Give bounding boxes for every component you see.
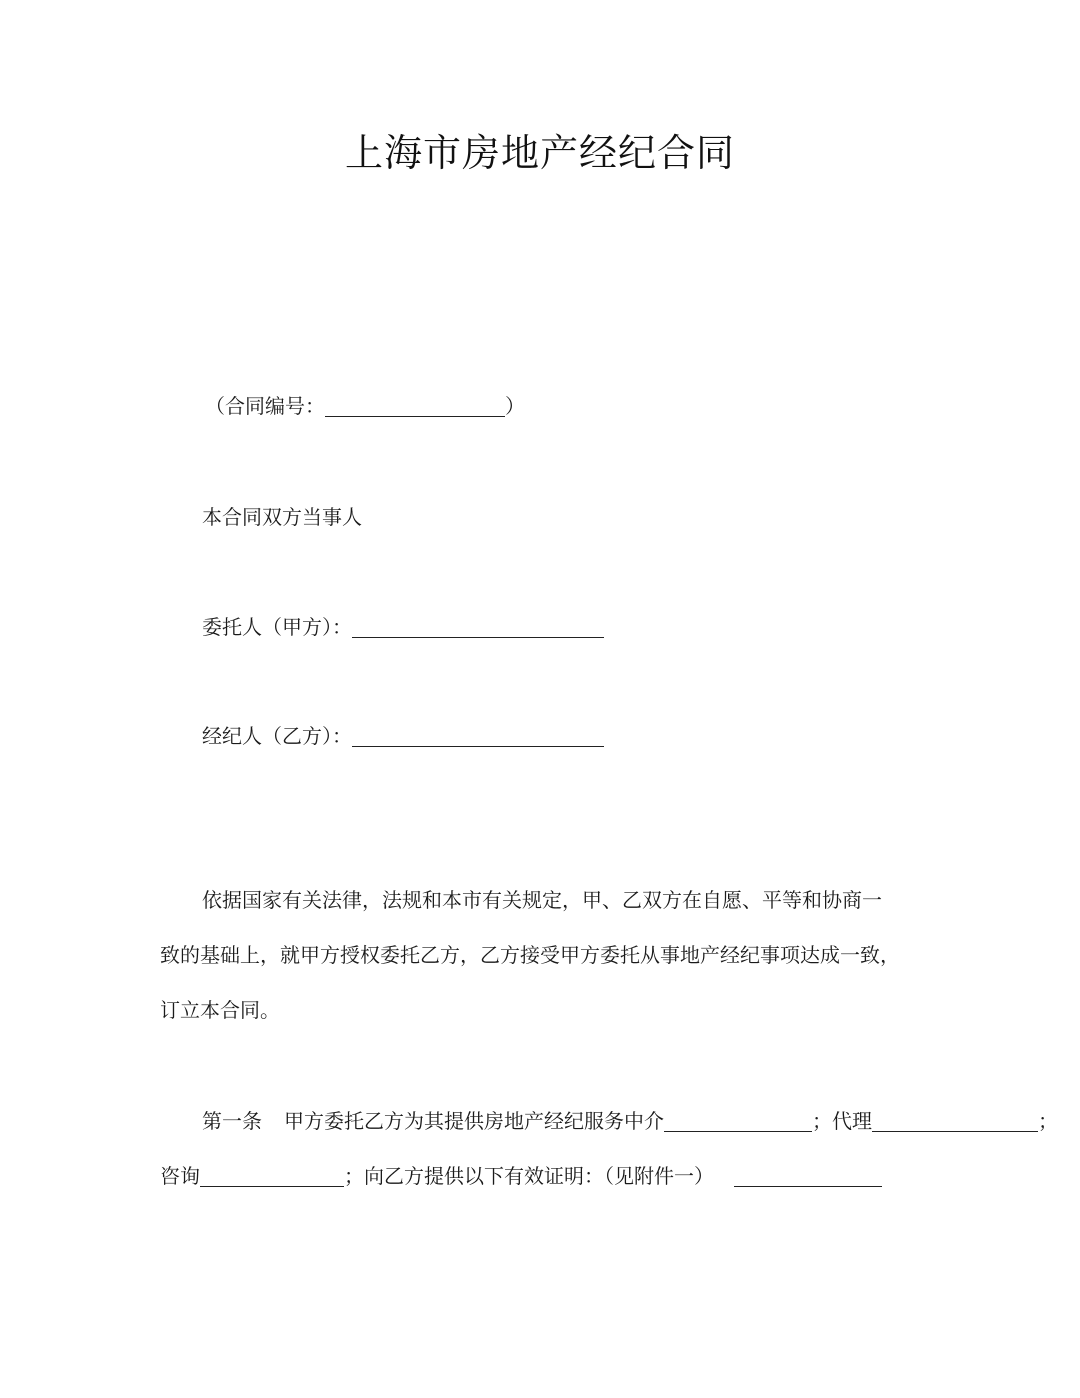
- intermediary-blank[interactable]: [664, 1111, 812, 1132]
- consult-blank[interactable]: [200, 1166, 344, 1187]
- preamble-line-1: 依据国家有关法律，法规和本市有关规定，甲、乙双方在自愿、平等和协商一: [202, 888, 882, 912]
- preamble-line-3: 订立本合同。: [160, 998, 280, 1022]
- party-b-blank[interactable]: [352, 726, 604, 747]
- article-1-line-2: [160, 1162, 882, 1190]
- party-a-label: 委托人（甲方）：: [202, 615, 352, 639]
- preamble-line-2: 致的基础上，就甲方授权委托乙方，乙方接受甲方委托从事地产经纪事项达成一致，: [160, 943, 900, 967]
- parties-heading: 本合同双方当事人: [202, 505, 362, 529]
- article-1-text-a: 甲方委托乙方为其提供房地产经纪服务中介: [284, 1109, 664, 1133]
- consult-label: 咨询: [160, 1164, 200, 1188]
- article-1-sep-end: ；: [1038, 1109, 1058, 1133]
- article-1-text-b: ；向乙方提供以下有效证明：（见附件一）: [344, 1164, 714, 1188]
- party-a-line: [202, 613, 604, 641]
- contract-number-label: （合同编号：: [205, 394, 325, 418]
- contract-number-close: ）: [505, 394, 525, 418]
- contract-number-blank[interactable]: [325, 396, 505, 417]
- party-b-label: 经纪人（乙方）：: [202, 724, 352, 748]
- contract-number-line: [205, 392, 525, 420]
- agency-blank[interactable]: [872, 1111, 1038, 1132]
- attachment-blank[interactable]: [734, 1166, 882, 1187]
- document-title: 上海市房地产经纪合同: [344, 131, 735, 175]
- article-1-line-1: [202, 1107, 1058, 1135]
- article-1-number: 第一条: [202, 1109, 262, 1133]
- party-b-line: [202, 722, 604, 750]
- preamble-paragraph: [160, 873, 922, 1038]
- party-a-blank[interactable]: [352, 617, 604, 638]
- article-1-sep-agency: ；代理: [812, 1109, 872, 1133]
